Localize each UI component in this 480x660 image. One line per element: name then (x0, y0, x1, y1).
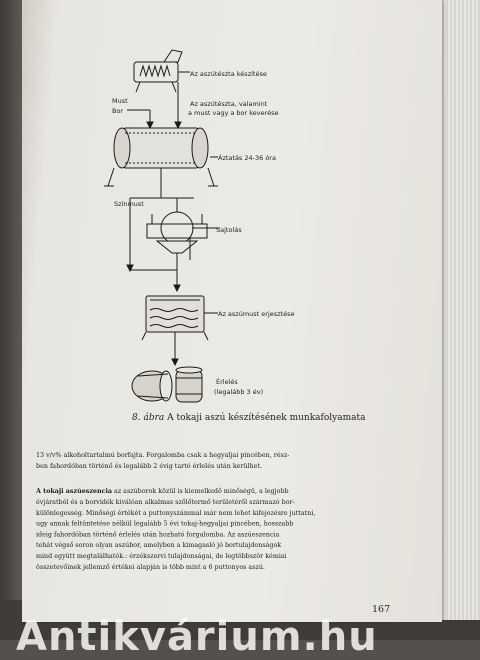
text-line: ben fahordóban történő és legalább 2 évig tartó érlelés után kerülhet. (36, 462, 263, 470)
label-steeping: Áztatás 24-36 óra (218, 154, 276, 162)
label-pressing: Sajtolás (216, 226, 242, 234)
text-line: mind együtt megtalálhatók.: érzékszervi tulajdonságai, de legtöbbször kémiai (36, 552, 287, 560)
process-diagram (22, 0, 442, 410)
page-edges (440, 0, 480, 620)
watermark: Antikvárium.hu (16, 614, 378, 660)
text-line: különlegesség. Minőségi értékét a puttonyszámmal már nem lehet kifejezésre juttatni, (36, 509, 316, 517)
label-bor: Bor (112, 107, 124, 115)
label-clear-must: Színmust (114, 200, 144, 208)
press (130, 212, 207, 291)
text-line: ugy annak feltüntetése nélkül legalább 5 évi tokaj-hegyaljai pincében, hosszabb (36, 520, 294, 528)
label-fermentation: Az aszúmust erjesztése (218, 310, 295, 318)
book-page (22, 0, 442, 622)
figure-number: 8. ábra (132, 413, 165, 423)
figure-title: A tokaji aszú készítésének munkafolyamata (167, 413, 366, 423)
label-aging: Érlelés (216, 378, 238, 386)
label-aging-duration: (legalább 3 év) (214, 388, 264, 396)
paragraph-1 (36, 450, 345, 472)
label-must: Must (112, 97, 128, 105)
label-mixing-2: a must vagy a bor keverése (188, 109, 279, 117)
text-line: tehát végső soron olyan aszúbor, amelyben a kimagasló jó bortulajdonságok (36, 541, 282, 549)
paragraph-2 (36, 486, 345, 572)
text-line: összetevőinek jellemző értékei alapján is több mint a 6 puttonyos aszú. (36, 563, 265, 571)
term-aszueszencia: A tokaji aszúeszencia (36, 487, 113, 495)
text-line (36, 486, 345, 497)
page-number: 167 (372, 604, 391, 615)
barrels (132, 367, 202, 402)
steeping-drum (104, 128, 218, 186)
figure-caption (132, 413, 366, 423)
label-mixing-1: Az aszútészta, valamint (190, 100, 268, 108)
text-line: évjáratból és a borvidék kiválóan alkalmas szőlőtermő területéről származó bor- (36, 498, 295, 506)
text-line: ideig fahordóban történő érlelés után hozható forgalomba. Az aszúeszencia (36, 531, 280, 539)
text-line: 13 v/v% alkoholtartalmú borfajta. Forgalomba csak a hegyaljai pincében, rész- (36, 451, 290, 459)
text-fragment: az aszúborok közül is kiemelkedő minőségű, a legjobb (112, 487, 289, 495)
label-ready: Az aszútészta készítése (190, 70, 267, 78)
fermentation-tank (142, 296, 208, 365)
